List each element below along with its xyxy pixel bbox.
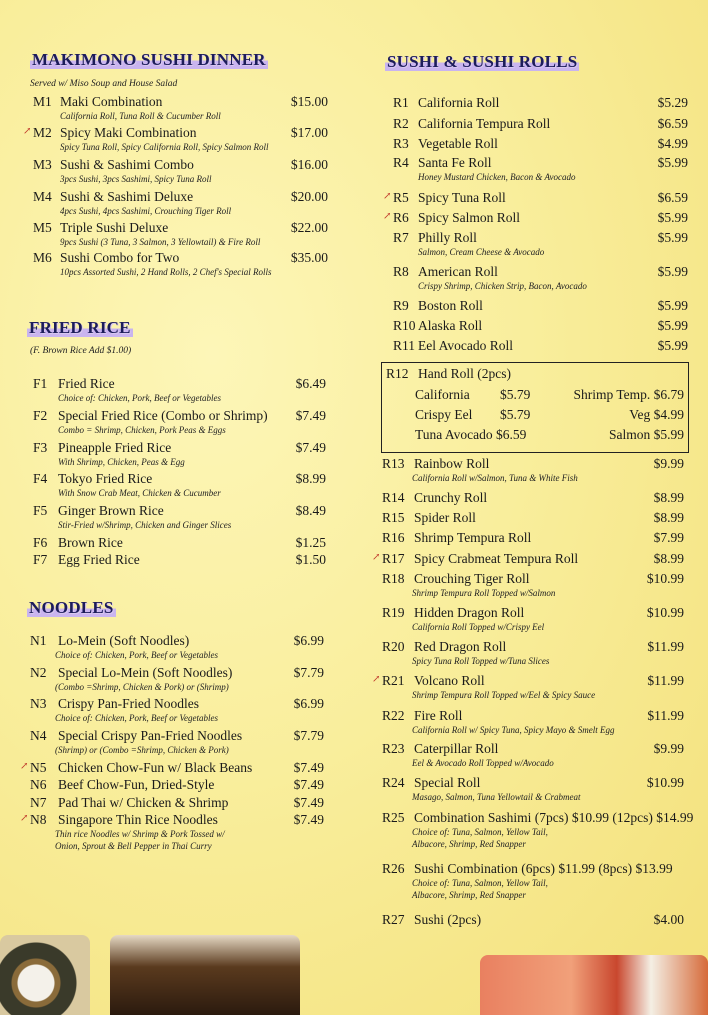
menu-item-name: Spicy Salmon Roll bbox=[418, 210, 521, 225]
menu-item-price: $5.99 bbox=[657, 155, 688, 170]
menu-item-name: Pineapple Fried Rice bbox=[58, 440, 172, 455]
menu-item-desc: Honey Mustard Chicken, Bacon & Avocado bbox=[418, 172, 576, 182]
menu-item-price: $4.99 bbox=[657, 136, 688, 151]
menu-item-name: Eel Avocado Roll bbox=[418, 338, 513, 353]
spicy-marker-icon: ↗ bbox=[20, 813, 29, 824]
menu-item-name: Lo-Mein (Soft Noodles) bbox=[58, 633, 190, 648]
menu-item-price: $6.59 bbox=[657, 190, 688, 205]
menu-item-price: $16.00 bbox=[290, 157, 328, 172]
menu-item-price: $17.00 bbox=[290, 125, 328, 140]
menu-item-desc: Shrimp Tempura Roll Topped w/Eel & Spicy Sauce bbox=[412, 690, 596, 700]
menu-item-desc: Choice of: Tuna, Salmon, Yellow Tail, bbox=[412, 827, 548, 837]
menu-item-price: $15.00 bbox=[290, 94, 328, 109]
menu-item-name: California Tempura Roll bbox=[418, 116, 551, 131]
menu-item-desc: Crispy Shrimp, Chicken Strip, Bacon, Avocado bbox=[418, 281, 587, 291]
menu-item-price: $8.99 bbox=[653, 510, 684, 525]
menu-item-code: R15 bbox=[382, 510, 405, 525]
menu-item-code: M6 bbox=[33, 250, 52, 265]
menu-item-name: Boston Roll bbox=[418, 298, 483, 313]
menu-item-name: Sushi & Sashimi Combo bbox=[60, 157, 194, 172]
menu-item-name: Chicken Chow-Fun w/ Black Beans bbox=[58, 760, 253, 775]
menu-item-name: Sushi & Sashimi Deluxe bbox=[60, 189, 194, 204]
menu-item-desc: Eel & Avocado Roll Topped w/Avocado bbox=[412, 758, 554, 768]
menu-item-code: N8 bbox=[30, 812, 47, 827]
menu-item-desc: Spicy Tuna Roll, Spicy California Roll, Spicy Salmon Roll bbox=[60, 142, 269, 152]
menu-item-name: Shrimp Tempura Roll bbox=[414, 530, 532, 545]
spicy-marker-icon: ↗ bbox=[383, 191, 392, 202]
menu-item-name: Special Crispy Pan-Fried Noodles bbox=[58, 728, 243, 743]
menu-item-name: Sushi (2pcs) bbox=[414, 912, 482, 927]
menu-item-price: $22.00 bbox=[290, 220, 328, 235]
menu-item-code: R4 bbox=[393, 155, 409, 170]
menu-item-price: $5.99 bbox=[657, 298, 688, 313]
menu-item-code: R17 bbox=[382, 551, 405, 566]
menu-item-price: $8.99 bbox=[653, 551, 684, 566]
menu-item-price: $8.99 bbox=[653, 490, 684, 505]
menu-item-price: $8.49 bbox=[295, 503, 326, 518]
menu-item-desc: 4pcs Sushi, 4pcs Sashimi, Crouching Tiger Roll bbox=[60, 206, 232, 216]
spicy-marker-icon: ↗ bbox=[372, 552, 381, 563]
menu-item-name: Fried Rice bbox=[58, 376, 115, 391]
menu-item-code: F1 bbox=[33, 376, 48, 391]
menu-item-price: $7.49 bbox=[295, 408, 326, 423]
menu-item-desc: Shrimp Tempura Roll Topped w/Salmon bbox=[412, 588, 556, 598]
menu-item-name: Alaska Roll bbox=[418, 318, 483, 333]
menu-item-code: R6 bbox=[393, 210, 409, 225]
menu-item-price: $6.49 bbox=[295, 376, 326, 391]
menu-item-desc: With Shrimp, Chicken, Peas & Egg bbox=[58, 457, 185, 467]
noodles-title: NOODLES bbox=[29, 598, 114, 617]
menu-item-name: Crouching Tiger Roll bbox=[414, 571, 530, 586]
menu-item-name: Singapore Thin Rice Noodles bbox=[58, 812, 218, 827]
menu-item-code: M2 bbox=[33, 125, 52, 140]
menu-item-code: N7 bbox=[30, 795, 47, 810]
menu-item-code: F7 bbox=[33, 552, 48, 567]
menu-item-price: $7.49 bbox=[293, 795, 324, 810]
menu-item-code: R21 bbox=[382, 673, 405, 688]
menu-item-name: Special Fried Rice (Combo or Shrimp) bbox=[58, 408, 268, 423]
menu-item-code: R20 bbox=[382, 639, 405, 654]
menu-item-desc: Combo = Shrimp, Chicken, Pork Peas & Eggs bbox=[58, 425, 226, 435]
menu-item-name: Tokyo Fried Rice bbox=[58, 471, 153, 486]
spicy-marker-icon: ↗ bbox=[372, 674, 381, 685]
menu-item-code: R27 bbox=[382, 912, 405, 927]
menu-item-name: Spicy Crabmeat Tempura Roll bbox=[414, 551, 579, 566]
menu-item-desc: Salmon, Cream Cheese & Avocado bbox=[418, 247, 545, 257]
menu-item-name: Volcano Roll bbox=[414, 673, 485, 688]
menu-item-code: R9 bbox=[393, 298, 409, 313]
hand-roll-code: R12 bbox=[386, 366, 409, 381]
menu-item-name: Crispy Pan-Fried Noodles bbox=[58, 696, 199, 711]
menu-item-code: R10 bbox=[393, 318, 416, 333]
menu-item-code: F3 bbox=[33, 440, 48, 455]
menu-item-desc: 3pcs Sushi, 3pcs Sashimi, Spicy Tuna Roll bbox=[60, 174, 212, 184]
menu-item-name: Triple Sushi Deluxe bbox=[60, 220, 169, 235]
menu-item-code: R13 bbox=[382, 456, 405, 471]
menu-item-price: $10.99 bbox=[646, 605, 684, 620]
menu-item-name: American Roll bbox=[418, 264, 498, 279]
menu-item-desc: (Combo =Shrimp, Chicken & Pork) or (Shrimp) bbox=[55, 682, 229, 692]
menu-item-price: $10.99 bbox=[646, 775, 684, 790]
menu-item-code: N5 bbox=[30, 760, 47, 775]
menu-item-desc: Choice of: Tuna, Salmon, Yellow Tail, bbox=[412, 878, 548, 888]
menu-item-desc: Thin rice Noodles w/ Shrimp & Pork Tossed w/ bbox=[55, 829, 225, 839]
menu-item-code: R25 bbox=[382, 810, 405, 825]
menu-item-desc: With Snow Crab Meat, Chicken & Cucumber bbox=[58, 488, 221, 498]
menu-item-desc: California Roll w/Salmon, Tuna & White Fish bbox=[412, 473, 578, 483]
menu-item-price: $1.25 bbox=[295, 535, 326, 550]
food-photo-left bbox=[0, 935, 90, 1015]
menu-item-price: $5.99 bbox=[657, 210, 688, 225]
menu-item-price: $5.29 bbox=[657, 95, 688, 110]
menu-item-code: N3 bbox=[30, 696, 47, 711]
makimono-title: MAKIMONO SUSHI DINNER bbox=[32, 50, 266, 69]
menu-item-code: M3 bbox=[33, 157, 52, 172]
menu-item-price: $5.99 bbox=[657, 264, 688, 279]
menu-item-code: R26 bbox=[382, 861, 405, 876]
menu-item-code: F4 bbox=[33, 471, 48, 486]
menu-item-price: $7.49 bbox=[293, 760, 324, 775]
hand-roll-a1: Crispy Eel bbox=[415, 407, 473, 422]
menu-item-desc: (Shrimp) or (Combo =Shrimp, Chicken & Pork) bbox=[55, 745, 229, 755]
menu-item-desc: California Roll w/ Spicy Tuna, Spicy Mayo & Smelt Egg bbox=[412, 725, 615, 735]
hand-roll-ap1: $5.79 bbox=[500, 407, 531, 422]
menu-item-code: N1 bbox=[30, 633, 47, 648]
menu-item-desc: Stir-Fried w/Shrimp, Chicken and Ginger Slices bbox=[58, 520, 232, 530]
menu-item-price: $11.99 bbox=[647, 708, 684, 723]
menu-item-price: $1.50 bbox=[295, 552, 326, 567]
menu-item-desc: Spicy Tuna Roll Topped w/Tuna Slices bbox=[412, 656, 550, 666]
menu-item-desc-2: Onion, Sprout & Bell Pepper in Thai Curry bbox=[55, 841, 212, 851]
hand-roll-a0: California bbox=[415, 387, 470, 402]
menu-item-price: $7.79 bbox=[293, 728, 324, 743]
fried-rice-note: (F. Brown Rice Add $1.00) bbox=[30, 346, 132, 356]
hand-roll-b0: Shrimp Temp. $6.79 bbox=[573, 387, 684, 402]
menu-item-price: $5.99 bbox=[657, 318, 688, 333]
menu-item-name: Santa Fe Roll bbox=[418, 155, 492, 170]
menu-item-price: $5.99 bbox=[657, 230, 688, 245]
menu-item-name: Beef Chow-Fun, Dried-Style bbox=[58, 777, 215, 792]
menu-item-name: Caterpillar Roll bbox=[414, 741, 499, 756]
food-photo-center bbox=[110, 935, 300, 1015]
menu-item-desc-2: Albacore, Shrimp, Red Snapper bbox=[412, 890, 526, 900]
menu-item-name: Egg Fried Rice bbox=[58, 552, 140, 567]
menu-item-code: R7 bbox=[393, 230, 409, 245]
menu-item-name: Special Roll bbox=[414, 775, 481, 790]
menu-item-desc: California Roll Topped w/Crispy Eel bbox=[412, 622, 545, 632]
menu-item-name: Philly Roll bbox=[418, 230, 477, 245]
menu-item-code: F6 bbox=[33, 535, 48, 550]
menu-item-code: R8 bbox=[393, 264, 409, 279]
menu-item-code: N2 bbox=[30, 665, 47, 680]
menu-item-name: Rainbow Roll bbox=[414, 456, 490, 471]
menu-item-desc: Choice of: Chicken, Pork, Beef or Vegetables bbox=[55, 713, 218, 723]
menu-item-price: $5.99 bbox=[657, 338, 688, 353]
menu-item-code: R22 bbox=[382, 708, 405, 723]
menu-item-price: $9.99 bbox=[653, 456, 684, 471]
spicy-marker-icon: ↗ bbox=[23, 126, 32, 137]
menu-item-code: R24 bbox=[382, 775, 405, 790]
menu-item-price: $11.99 bbox=[647, 639, 684, 654]
menu-item-code: R19 bbox=[382, 605, 405, 620]
menu-item-name: Spicy Tuna Roll bbox=[418, 190, 506, 205]
menu-item-name: Fire Roll bbox=[414, 708, 463, 723]
menu-item-code: R11 bbox=[393, 338, 416, 353]
menu-item-desc: Choice of: Chicken, Pork, Beef or Vegetables bbox=[58, 393, 221, 403]
menu-item-price: $8.99 bbox=[295, 471, 326, 486]
menu-item-code: R14 bbox=[382, 490, 405, 505]
menu-item-price: $10.99 bbox=[646, 571, 684, 586]
menu-item-name: Crunchy Roll bbox=[414, 490, 488, 505]
menu-item-code: F2 bbox=[33, 408, 48, 423]
menu-item-desc: 9pcs Sushi (3 Tuna, 3 Salmon, 3 Yellowtail) & Fire Roll bbox=[60, 237, 261, 247]
menu-item-code: N4 bbox=[30, 728, 47, 743]
menu-item-code: M4 bbox=[33, 189, 52, 204]
menu-item-price: $6.59 bbox=[657, 116, 688, 131]
menu-item-name: Hidden Dragon Roll bbox=[414, 605, 525, 620]
hand-roll-name: Hand Roll (2pcs) bbox=[418, 366, 511, 381]
menu-item-desc: 10pcs Assorted Sushi, 2 Hand Rolls, 2 Chef's Special Rolls bbox=[60, 267, 272, 277]
menu-item-name: California Roll bbox=[418, 95, 500, 110]
menu-item-price: $7.79 bbox=[293, 665, 324, 680]
menu-item-name: Ginger Brown Rice bbox=[58, 503, 164, 518]
menu-item-name: Combination Sashimi (7pcs) $10.99 (12pcs) $14.99 bbox=[414, 810, 694, 825]
food-photo-right bbox=[480, 955, 708, 1015]
hand-roll-ap0: $5.79 bbox=[500, 387, 531, 402]
menu-item-code: M5 bbox=[33, 220, 52, 235]
menu-item-code: R16 bbox=[382, 530, 405, 545]
hand-roll-b1: Veg $4.99 bbox=[629, 407, 684, 422]
spicy-marker-icon: ↗ bbox=[383, 211, 392, 222]
makimono-note: Served w/ Miso Soup and House Salad bbox=[30, 79, 178, 89]
menu-item-code: R5 bbox=[393, 190, 409, 205]
menu-item-code: F5 bbox=[33, 503, 48, 518]
menu-item-name: Sushi Combo for Two bbox=[60, 250, 180, 265]
menu-item-code: R3 bbox=[393, 136, 409, 151]
menu-item-code: R23 bbox=[382, 741, 405, 756]
menu-item-code: M1 bbox=[33, 94, 52, 109]
menu-item-price: $35.00 bbox=[290, 250, 328, 265]
menu-item-price: $20.00 bbox=[290, 189, 328, 204]
menu-item-name: Pad Thai w/ Chicken & Shrimp bbox=[58, 795, 229, 810]
menu-item-price: $4.00 bbox=[653, 912, 684, 927]
menu-item-name: Sushi Combination (6pcs) $11.99 (8pcs) $13.99 bbox=[414, 861, 673, 876]
menu-item-name: Maki Combination bbox=[60, 94, 163, 109]
menu-item-code: R18 bbox=[382, 571, 405, 586]
hand-roll-b2: Salmon $5.99 bbox=[608, 427, 684, 442]
menu-item-name: Red Dragon Roll bbox=[414, 639, 507, 654]
hand-roll-a2: Tuna Avocado $6.59 bbox=[415, 427, 527, 442]
hand-roll-box bbox=[381, 362, 689, 453]
menu-item-desc: Choice of: Chicken, Pork, Beef or Vegetables bbox=[55, 650, 218, 660]
menu-item-name: Vegetable Roll bbox=[418, 136, 498, 151]
menu-item-name: Brown Rice bbox=[58, 535, 123, 550]
menu-item-code: R1 bbox=[393, 95, 409, 110]
menu-item-price: $7.49 bbox=[293, 777, 324, 792]
menu-item-desc: Masago, Salmon, Tuna Yellowtail & Crabmeat bbox=[412, 792, 581, 802]
menu-item-name: Spicy Maki Combination bbox=[60, 125, 197, 140]
menu-item-name: Spider Roll bbox=[414, 510, 476, 525]
menu-item-code: N6 bbox=[30, 777, 47, 792]
menu-item-price: $9.99 bbox=[653, 741, 684, 756]
menu-item-price: $11.99 bbox=[647, 673, 684, 688]
sushi-title: SUSHI & SUSHI ROLLS bbox=[387, 52, 578, 71]
menu-item-price: $6.99 bbox=[293, 696, 324, 711]
menu-item-desc-2: Albacore, Shrimp, Red Snapper bbox=[412, 839, 526, 849]
menu-item-price: $6.99 bbox=[293, 633, 324, 648]
fried-rice-title: FRIED RICE bbox=[29, 318, 131, 337]
menu-item-price: $7.49 bbox=[295, 440, 326, 455]
menu-item-price: $7.49 bbox=[293, 812, 324, 827]
menu-item-code: R2 bbox=[393, 116, 409, 131]
menu-item-name: Special Lo-Mein (Soft Noodles) bbox=[58, 665, 233, 680]
spicy-marker-icon: ↗ bbox=[20, 761, 29, 772]
menu-item-price: $7.99 bbox=[653, 530, 684, 545]
menu-item-desc: California Roll, Tuna Roll & Cucumber Roll bbox=[60, 111, 221, 121]
